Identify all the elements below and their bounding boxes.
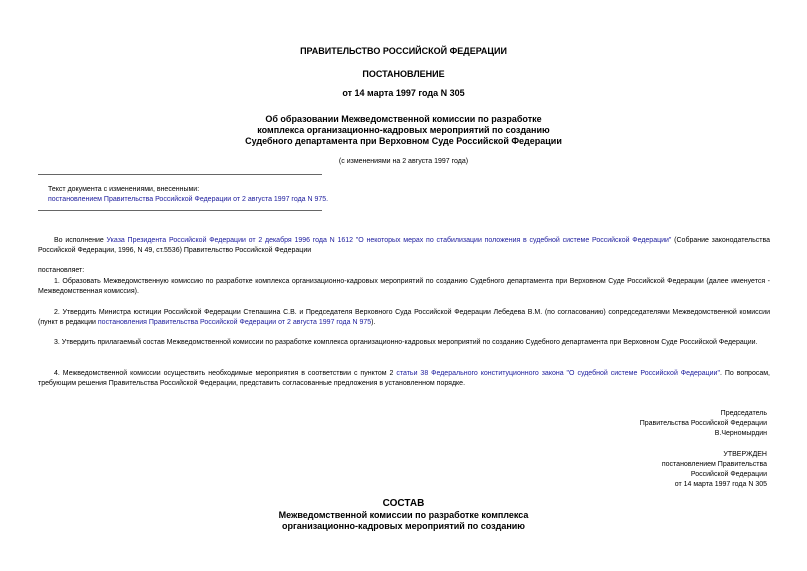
composition-subtitle [0,510,807,532]
item-4-link[interactable]: статьи 38 Федерального конституционного закона "О судебной системе Российской Федерации" [396,370,720,377]
edit-note-link[interactable]: постановлением Правительства Российской Федерации от 2 августа 1997 года N 975. [48,196,329,203]
item-4-end: . По вопросам, требующим решения Правительства Российской Федерации, представить согласованные предложения в установленном порядке. [38,370,770,387]
item-3: 3. Утвердить прилагаемый состав Межведомственной комиссии по разработке комплекса организационно-кадровых мероприятий по созданию Судебного департамента при Верховном Суде Российской Федерации. [54,339,758,346]
approved-line-3: от 14 марта 1997 года N 305 [674,481,767,488]
document-date-number: от 14 марта 1997 года N 305 [342,88,465,98]
document-title [0,114,807,147]
divider-top [38,174,322,175]
approved-block [527,450,767,490]
title-line-2: комплекса организационно-кадровых мероприятий по созданию [257,125,550,135]
preamble-text-1: Во исполнение [54,237,107,244]
item-4 [38,369,770,389]
edit-note [48,185,328,205]
signature-org: Правительства Российской Федерации [639,420,767,427]
signature-name: В.Черномырдин [714,430,767,437]
signature-block [527,409,767,439]
item-2-link[interactable]: постановления Правительства Российской Федерации от 2 августа 1997 года N 975 [97,319,372,326]
composition-line-2: организационно-кадровых мероприятий по созданию [282,521,525,531]
document-type: ПОСТАНОВЛЕНИЕ [362,69,445,79]
preamble-text-2: (Собрание законодательства Российской Федерации, 1996, N 49, ст.5536) Правительство Российской Федерации [38,237,770,254]
decree-word: постановляет: [38,267,85,274]
changes-note: (с изменениями на 2 августа 1997 года) [338,158,469,165]
item-1: 1. Образовать Межведомственную комиссию по разработке комплекса организационно-кадровых мероприятий по созданию Судебного департамента при Верховном Суде Российской Федерации (далее именуется - Межведомственная комиссия). [38,278,770,295]
item-2-end: ). [371,319,376,326]
approved-line-1: постановлением Правительства [661,461,767,468]
divider-bottom [38,210,322,211]
item-2-text: 2. Утвердить Министра юстиции Российской Федерации Степашина С.В. и Председателя Верховного Суда Российской Федерации Лебедева В.М. (по согласованию) сопредседателями Межведомственной комиссии (пункт в редакции [38,309,770,326]
preamble-paragraph [38,236,770,256]
approved-line-2: Российской Федерации [690,471,767,478]
preamble-decree-link[interactable]: Указа Президента Российской Федерации от 2 декабря 1996 года N 1612 "О некоторых мерах по стабилизации положения в судебной системе Российской Федерации" [106,237,672,244]
approved-word: УТВЕРЖДЕН [723,451,767,458]
government-heading: ПРАВИТЕЛЬСТВО РОССИЙСКОЙ ФЕДЕРАЦИИ [300,46,507,56]
composition-title: СОСТАВ [382,498,425,509]
title-line-3: Судебного департамента при Верховном Суде Российской Федерации [245,136,562,146]
signature-role: Председатель [720,410,767,417]
title-line-1: Об образовании Межведомственной комиссии по разработке [265,114,542,124]
edit-note-text: Текст документа с изменениями, внесенными: [48,186,200,193]
item-4-text: 4. Межведомственной комиссии осуществить необходимые мероприятия в соответствии с пунктом 2 [54,370,397,377]
item-2 [38,308,770,328]
composition-line-1: Межведомственной комиссии по разработке комплекса [278,510,529,520]
